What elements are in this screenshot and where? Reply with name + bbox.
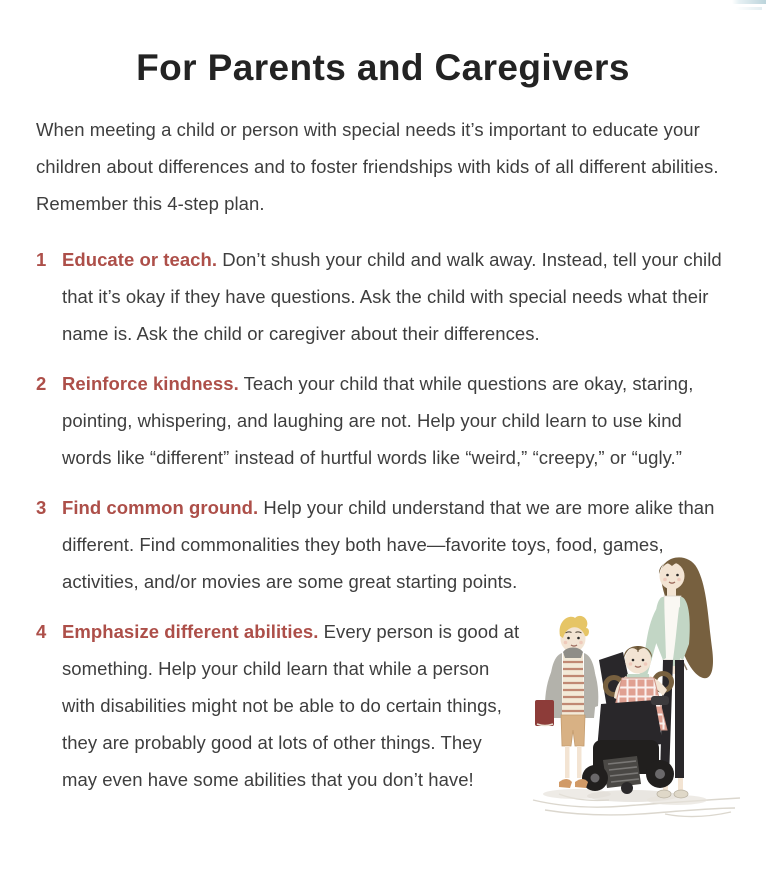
step-number: 1 (36, 248, 47, 270)
step-body: Don’t shush your child and walk away. Instead, tell your child that it’s okay if they have questions. Ask the child with special needs what their name is. Ask the child or caregiver about their differences. (62, 248, 722, 344)
step-body: Teach your child that while questions are okay, staring, pointing, whispering, and laughing are not. Help your child learn to use kind words like “different” instead of hurtful words like “weird,” “creepy,” or “ugly.” (62, 372, 694, 468)
intro-paragraph: When meeting a child or person with special needs it’s important to educate your children about differences and to foster friendships with kids of all different abilities. Remember this 4-step plan. (36, 118, 719, 214)
step-number: 4 (36, 620, 47, 642)
step-number: 2 (36, 372, 47, 394)
boy-figure (535, 616, 598, 788)
step-heading: Reinforce kindness. (62, 372, 239, 394)
step-heading: Find common ground. (62, 496, 259, 518)
step-text (62, 241, 730, 352)
step-body: Every person is good at something. Help your child learn that while a person with disabilities might not be able to do certain things, they are probably good at lots of other things. They may even have some abilities that you don’t have! (62, 620, 520, 790)
step-item-1 (36, 241, 730, 352)
step-text (62, 613, 520, 798)
children-illustration (515, 548, 753, 826)
scan-edge-artifact (732, 0, 766, 4)
scan-edge-artifact (736, 7, 762, 10)
step-heading: Emphasize different abilities. (62, 620, 319, 642)
step-number: 3 (36, 496, 47, 518)
step-heading: Educate or teach. (62, 248, 218, 270)
step-body: Help your child understand that we are more alike than different. Find commonalities they both have—favorite toys, food, games, activities, and/or movies are some great starting points. (62, 496, 715, 592)
page-title: For Parents and Caregivers (136, 47, 630, 88)
step-text (62, 365, 730, 476)
step-item-2 (36, 365, 730, 476)
